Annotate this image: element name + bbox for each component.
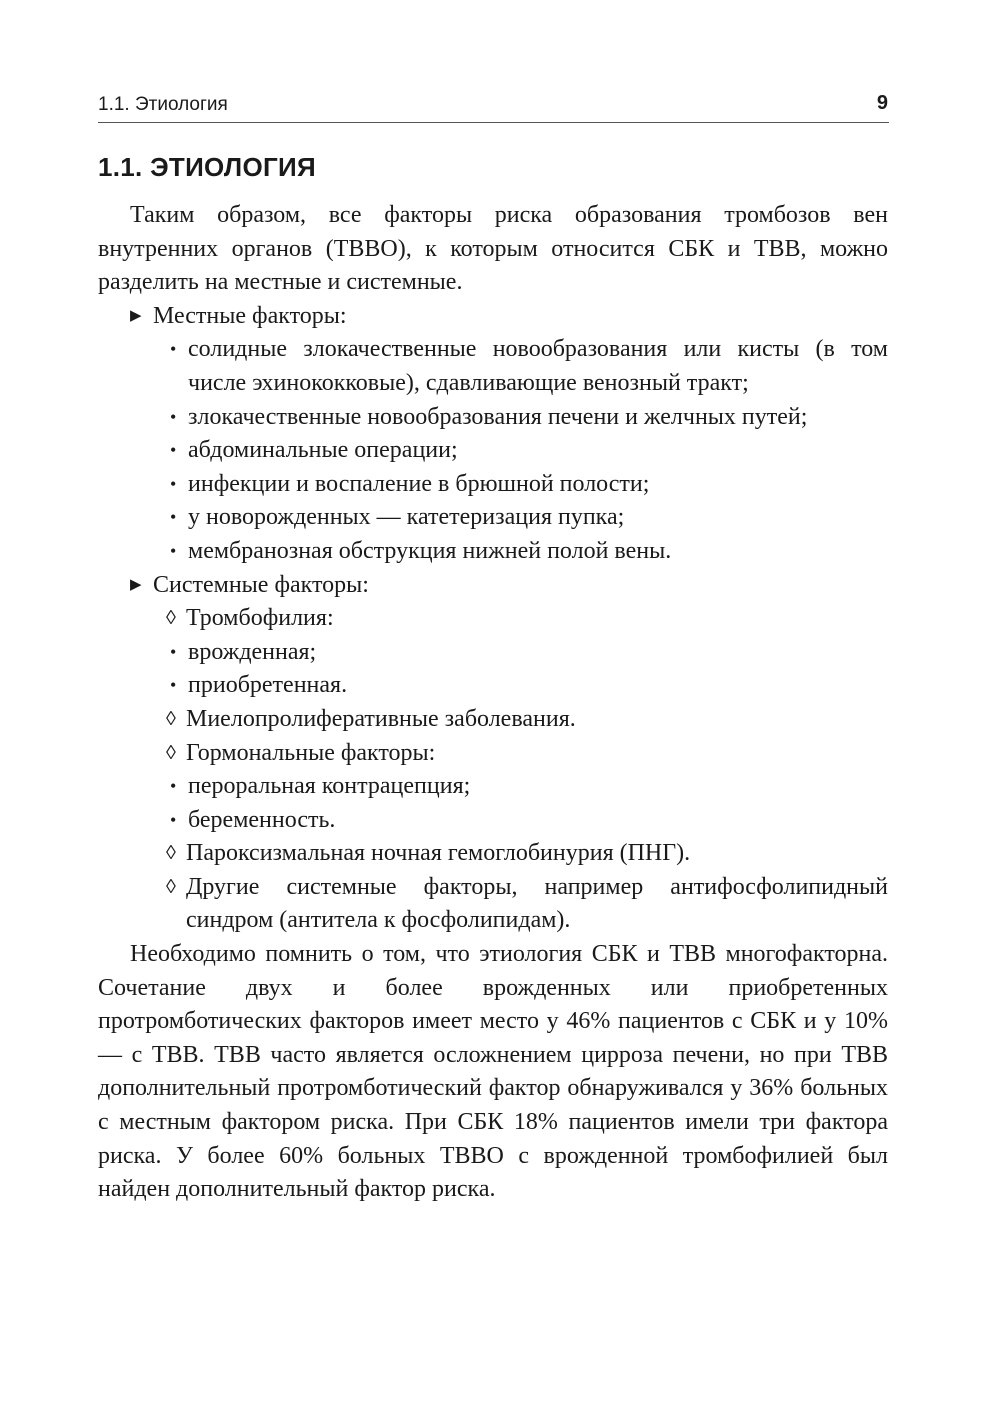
thrombophilia-label: Тромбофилия: — [186, 605, 334, 632]
list-item-text: мембранозная обструкция нижней полой вены. — [188, 537, 672, 564]
conclusion-paragraph: Необходимо помнить о том, что этиология СБК и ТВВ многофакторна. Сочетание двух и более врожденных или приобретенных протромботических факторов имеет место у 46% пациентов с СБК и у 10% — с ТВВ. ТВВ часто является осложнением цирроза печени, но при ТВВ дополнительный протромботический фактор обнаруживался у 36% больных с местным фактором риска. При СБК 18% пациентов имели три фактора риска. У более 60% больных ТВВО с врожденной тромбофилией был найден дополнительный фактор риска. — [98, 941, 888, 1203]
dot-bullet-icon: • — [170, 339, 177, 360]
pnh-item — [118, 837, 888, 871]
diamond-bullet-icon: ◊ — [166, 875, 176, 898]
thrombophilia-item — [118, 602, 888, 703]
hormonal-list — [170, 770, 888, 837]
intro-paragraph: Таким образом, все факторы риска образования тромбозов вен внутренних органов (ТВВО), к которым относится СБК и ТВВ, можно разделить на местные и системные. — [98, 202, 888, 296]
list-item-text: беременность. — [188, 806, 336, 833]
thrombophilia-list — [170, 636, 888, 703]
local-factors-group — [98, 300, 888, 569]
list-item-text: Миелопролиферативные заболевания. — [186, 705, 576, 732]
list-item-text: злокачественные новообразования печени и желчных путей; — [188, 403, 808, 430]
dot-bullet-icon: • — [170, 809, 177, 830]
systemic-factors-group — [98, 569, 888, 939]
dot-bullet-icon: • — [170, 641, 177, 662]
dot-bullet-icon: • — [170, 440, 177, 461]
systemic-factors-label: Системные факторы: — [153, 571, 369, 598]
page-number: 9 — [876, 92, 888, 114]
list-item — [153, 669, 888, 703]
triangle-bullet-icon: ▶ — [130, 576, 142, 593]
list-item-text: Другие системные факторы, например антифосфолипидный синдром (антитела к фосфолипидам). — [186, 873, 888, 934]
list-item — [153, 333, 888, 400]
dot-bullet-icon: • — [170, 473, 177, 494]
dot-bullet-icon: • — [170, 540, 177, 561]
diamond-bullet-icon: ◊ — [166, 842, 176, 865]
list-item-text: у новорожденных — катетеризация пупка; — [188, 504, 625, 531]
local-factors-list — [153, 333, 888, 568]
running-header — [98, 92, 888, 120]
list-item-text: врожденная; — [188, 638, 317, 665]
list-item-text: пероральная контрацепция; — [188, 773, 471, 800]
list-item-text: инфекции и воспаление в брюшной полости; — [188, 470, 650, 497]
list-item — [153, 770, 888, 804]
body-text — [98, 199, 888, 1207]
list-item — [153, 501, 888, 535]
section-title: 1.1. ЭТИОЛОГИЯ — [98, 152, 317, 182]
running-title: 1.1. Этиология — [98, 94, 228, 115]
myeloproliferative-item — [118, 703, 888, 737]
diamond-bullet-icon: ◊ — [166, 741, 176, 764]
other-systemic-item — [118, 871, 888, 938]
header-rule — [98, 122, 889, 123]
hormonal-label: Гормональные факторы: — [186, 739, 436, 766]
list-item — [153, 434, 888, 468]
local-factors-label: Местные факторы: — [153, 302, 347, 329]
list-item-text: солидные злокачественные новообразования или кисты (в том числе эхинококковые), сдавливающие венозный тракт; — [188, 336, 888, 396]
dot-bullet-icon: • — [170, 406, 177, 427]
triangle-bullet-icon: ▶ — [130, 307, 142, 324]
factor-groups-list — [98, 300, 888, 938]
list-item — [153, 804, 888, 838]
list-item-text: абдоминальные операции; — [188, 437, 458, 464]
systemic-factors-list — [153, 602, 888, 938]
list-item — [153, 468, 888, 502]
diamond-bullet-icon: ◊ — [166, 607, 176, 630]
list-item — [153, 535, 888, 569]
list-item — [153, 636, 888, 670]
hormonal-item — [118, 737, 888, 838]
dot-bullet-icon: • — [170, 675, 177, 696]
list-item-text: приобретенная. — [188, 672, 348, 699]
dot-bullet-icon: • — [170, 776, 177, 797]
diamond-bullet-icon: ◊ — [166, 707, 176, 730]
dot-bullet-icon: • — [170, 507, 177, 528]
list-item — [153, 401, 888, 435]
list-item-text: Пароксизмальная ночная гемоглобинурия (ПНГ). — [186, 840, 691, 867]
